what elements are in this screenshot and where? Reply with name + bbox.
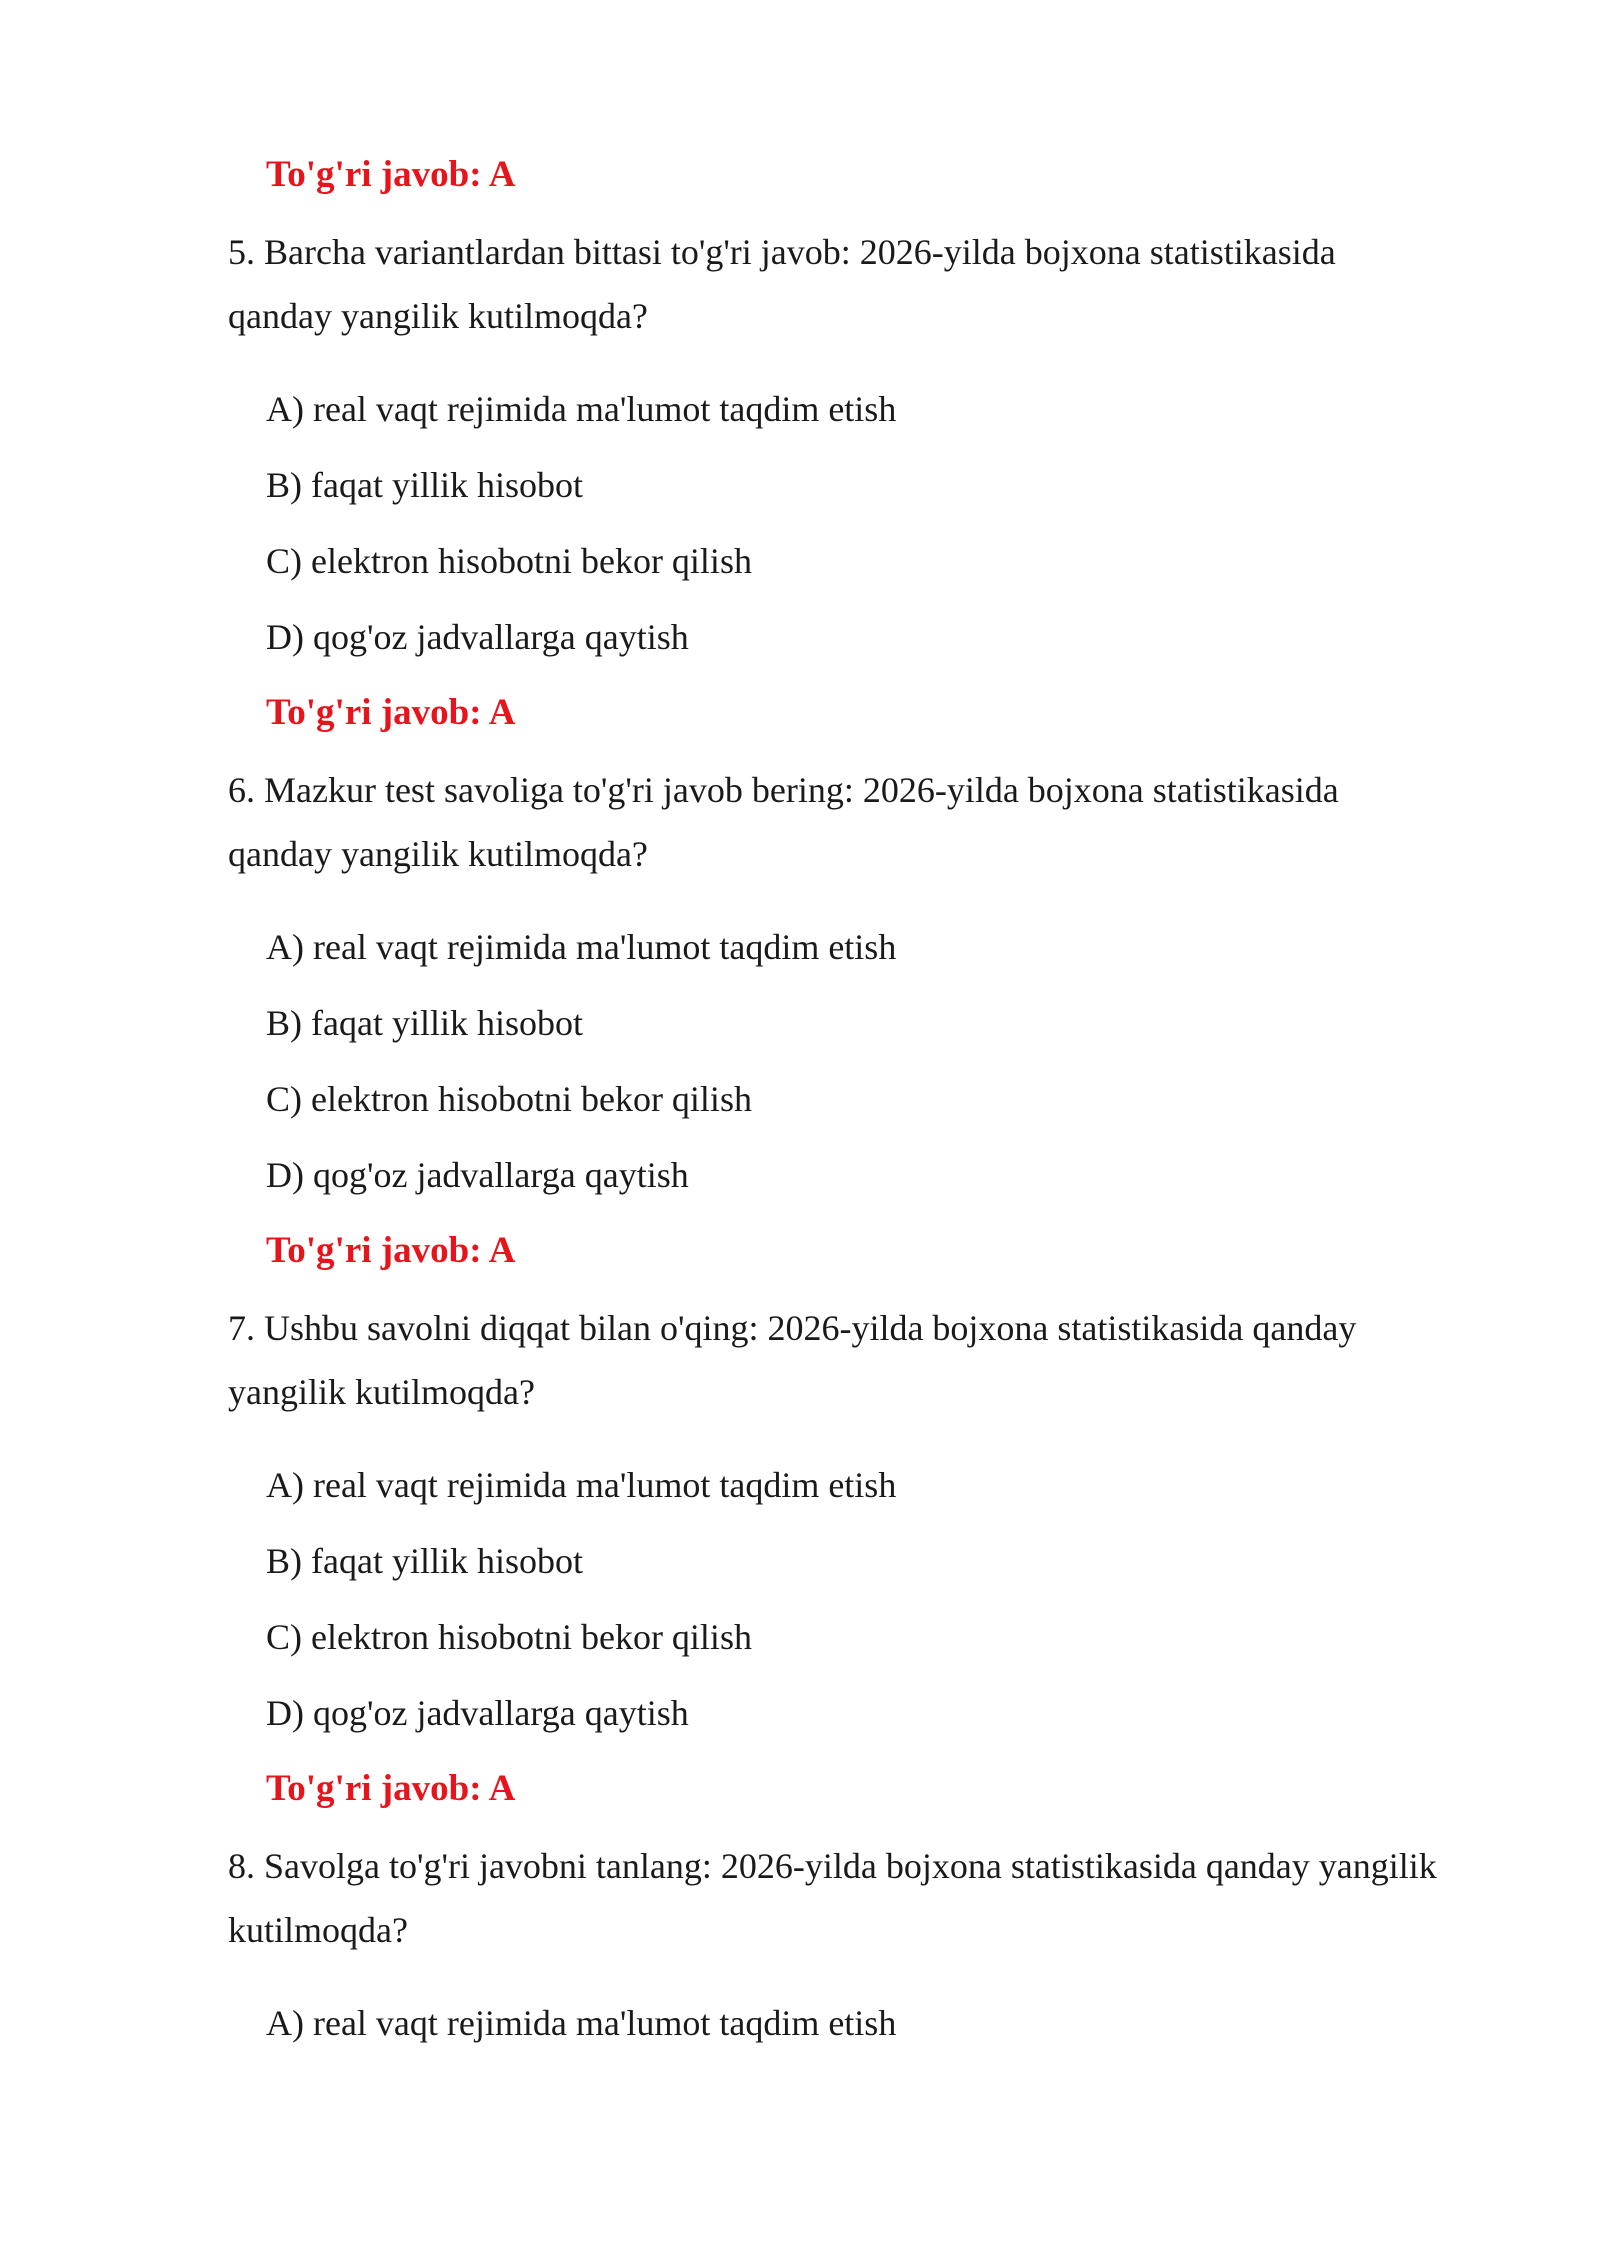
correct-answer-6: To'g'ri javob: A [266,1230,516,1271]
correct-answer-5: To'g'ri javob: A [266,692,516,733]
question-7-option-c: C) elektron hisobotni bekor qilish [266,1617,752,1657]
question-8: 8. Savolga to'g'ri javobni tanlang: 2026-yilda bojxona statistikasida qanday yangilik kutilmoqda? [228,1846,1437,1950]
question-8-option-a: A) real vaqt rejimida ma'lumot taqdim etish [266,2003,897,2043]
question-6: 6. Mazkur test savoliga to'g'ri javob bering: 2026-yilda bojxona statistikasida qanday yangilik kutilmoqda? [228,770,1339,874]
question-5: 5. Barcha variantlardan bittasi to'g'ri javob: 2026-yilda bojxona statistikasida qanday yangilik kutilmoqda? [228,232,1336,336]
question-7-option-a: A) real vaqt rejimida ma'lumot taqdim etish [266,1465,897,1505]
question-5-option-d: D) qog'oz jadvallarga qaytish [266,617,689,657]
question-7-option-d: D) qog'oz jadvallarga qaytish [266,1693,689,1733]
question-7: 7. Ushbu savolni diqqat bilan o'qing: 2026-yilda bojxona statistikasida qanday yangilik kutilmoqda? [228,1308,1357,1412]
question-5-option-b: B) faqat yillik hisobot [266,465,583,505]
question-5-option-a: A) real vaqt rejimida ma'lumot taqdim etish [266,389,897,429]
question-6-option-a: A) real vaqt rejimida ma'lumot taqdim etish [266,927,897,967]
question-6-option-c: C) elektron hisobotni bekor qilish [266,1079,752,1119]
question-6-option-b: B) faqat yillik hisobot [266,1003,583,1043]
correct-answer-7: To'g'ri javob: A [266,1768,516,1809]
question-7-option-b: B) faqat yillik hisobot [266,1541,583,1581]
correct-answer-4: To'g'ri javob: A [266,154,516,195]
question-6-option-d: D) qog'oz jadvallarga qaytish [266,1155,689,1195]
question-5-option-c: C) elektron hisobotni bekor qilish [266,541,752,581]
